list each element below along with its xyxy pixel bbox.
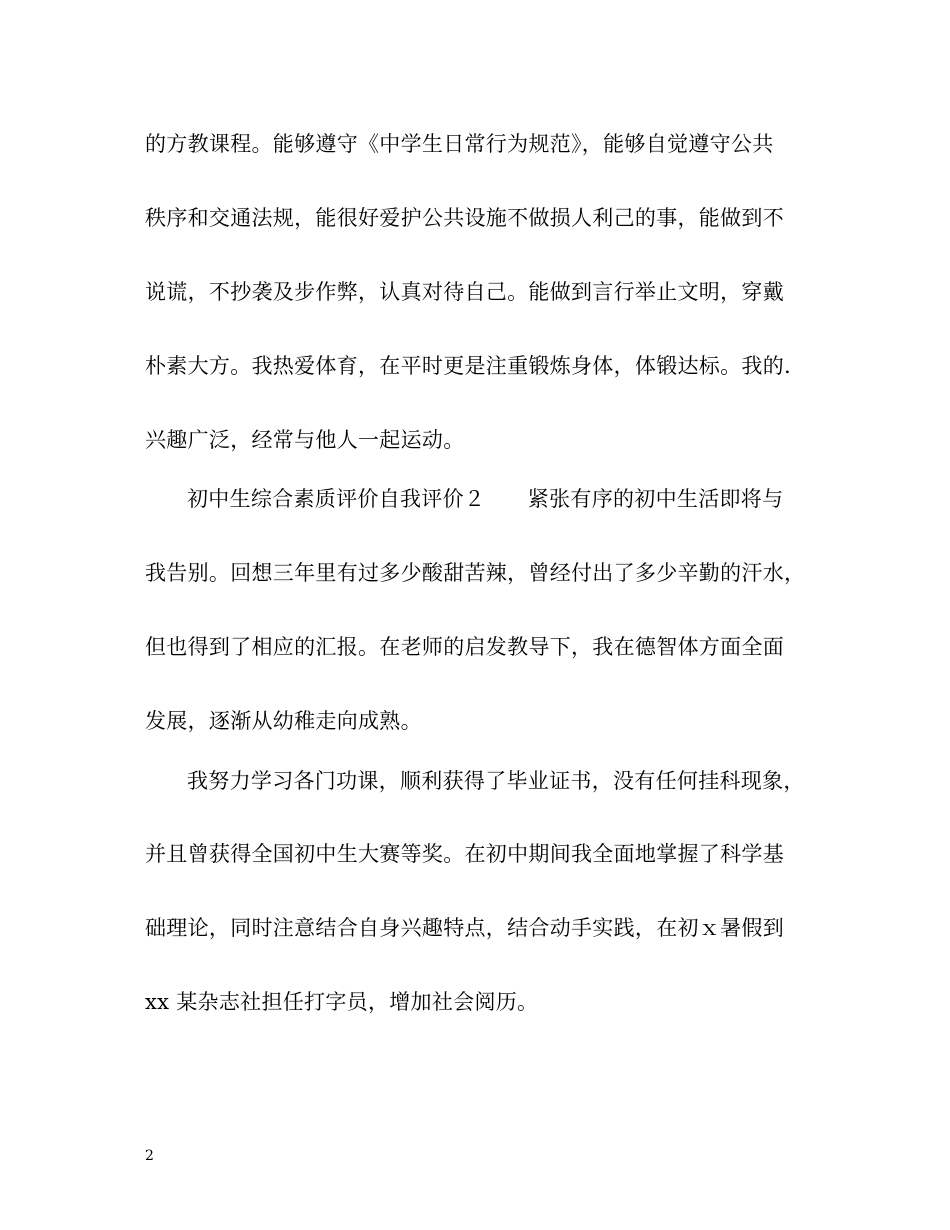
text-line: 发展，逐渐从幼稚走向成熟。 <box>145 709 422 733</box>
page-number: 2 <box>145 1148 154 1164</box>
text-line: 秩序和交通法规，能很好爱护公共设施不做损人利己的事，能做到不 <box>145 206 784 230</box>
text-line: 但也得到了相应的汇报。在老师的启发教导下，我在德智体方面全面 <box>145 635 784 659</box>
text-line: 朴素大方。我热爱体育，在平时更是注重锻炼身体，体锻达标。我的. <box>145 354 791 378</box>
text-line: 的方教课程。能够遵守《中学生日常行为规范》，能够自觉遵守公共 <box>145 132 774 156</box>
text-line: 并且曾获得全国初中生大赛等奖。在初中期间我全面地掌握了科学基 <box>145 842 784 866</box>
text-line: 我告别。回想三年里有过多少酸甜苦辣，曾经付出了多少辛勤的汗水， <box>145 561 806 585</box>
text-line: 础理论，同时注意结合自身兴趣特点，结合动手实践，在初ｘ暑假到 <box>145 916 784 940</box>
paragraph-start-line: 我努力学习各门功课，顺利获得了毕业证书，没有任何挂科现象， <box>187 769 805 793</box>
text-line: 说谎，不抄袭及步作弊，认真对待自己。能做到言行举止文明，穿戴 <box>145 280 784 304</box>
paragraph-heading-line: 初中生综合素质评价自我评价２ 紧张有序的初中生活即将与 <box>187 487 784 511</box>
text-line: xx 某杂志社担任打字员，增加社会阅历。 <box>145 990 539 1014</box>
text-line: 兴趣广泛，经常与他人一起运动。 <box>145 428 465 452</box>
